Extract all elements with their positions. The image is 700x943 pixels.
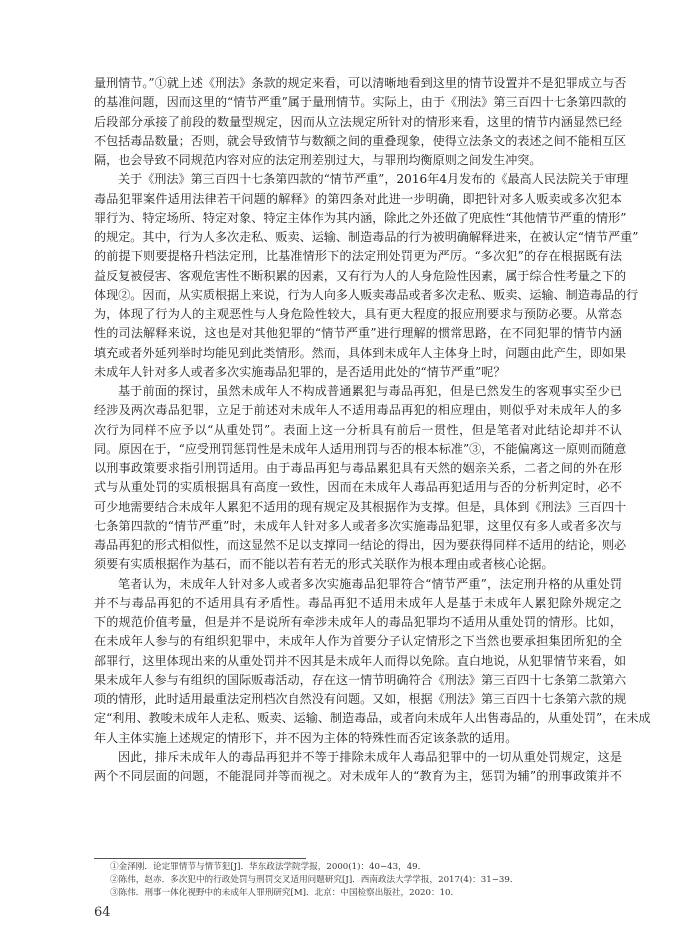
text-line: 后段部分承接了前段的数量型规定，因而从立法规定所针对的情形来看，这里的情节内涵显然已经 bbox=[94, 114, 622, 129]
text-line: 果未成年人参与有组织的国际贩毒活动，存在这一情节明确符合《刑法》第三百四十七条第二款第六 bbox=[94, 672, 627, 687]
footnote: ③陈伟．刑事一体化视野中的未成年人罪刑研究[M]．北京：中国检察出版社，2020：10． bbox=[110, 888, 460, 898]
text-line: 可少地需要结合未成年人累犯不适用的现有规定及其根据作为支撑。但是，具体到《刑法》三百四十 bbox=[94, 499, 627, 514]
text-line: 益反复被侵害、客观危害性不断积累的因素，又有行为人的人身危险性因素，属于综合性考量之下的 bbox=[94, 268, 627, 283]
text-line: 因此，排斥未成年人的毒品再犯并不等于排除未成年人毒品犯罪中的一切从重处罚规定，这是 bbox=[118, 749, 622, 764]
text-line: 两个不同层面的问题，不能混同并等而视之。对未成年人的“教育为主，惩罚为辅”的刑事政策并不 bbox=[94, 769, 622, 783]
text-line: 以刑事政策要求指引刑罚适用。由于毒品再犯与毒品累犯具有天然的姻亲关系，二者之间的外在形 bbox=[94, 461, 622, 475]
text-line: 基于前面的探讨，虽然未成年人不构成普通累犯与毒品再犯，但是已然发生的客观事实至少已 bbox=[118, 384, 622, 398]
text-line: 填充或者外延列举时均能见到此类情形。然而，具体到未成年人主体身上时，问题由此产生，即如果 bbox=[94, 345, 627, 360]
text-line: 笔者认为，未成年人针对多人或者多次实施毒品犯罪符合“情节严重”，法定刑升格的从重处罚 bbox=[118, 576, 622, 591]
text-line: 体现②。因而，从实质根据上来说，行为人向多人贩卖毒品或者多次走私、贩卖、运输、制造毒品的行 bbox=[94, 287, 639, 302]
footnote: ②陈伟，赵赤．多次犯中的行政处罚与刑罚交叉适用问题研究[J]．西南政法大学学报，2017(4)：31−39． bbox=[110, 875, 519, 885]
body-text bbox=[94, 74, 651, 786]
text-line: 的前提下则要提格升档法定刑，比基准情形下的法定刑处罚更为严厉。“多次犯”的存在根据既有法 bbox=[94, 249, 622, 264]
text-line: 在未成年人参与的有组织犯罪中，未成年人作为首要分子认定情形之下当然也要承担集团所犯的全 bbox=[94, 634, 622, 649]
text-line: 关于《刑法》第三百四十七条第四款的“情节严重”，2016年4月发布的《最高人民法院关于审理 bbox=[118, 172, 629, 187]
text-line: 经涉及两次毒品犯罪，立足于前述对未成年人不适用毒品再犯的相应理由，则似乎对未成年人的多 bbox=[94, 403, 622, 418]
text-line: 年人主体实施上述规定的情形下，并不因为主体的特殊性而否定该条款的适用。 bbox=[94, 730, 518, 745]
text-line: 量刑情节。”①就上述《刑法》条款的规定来看，可以清晰地看到这里的情节设置并不是犯罪成立与否 bbox=[94, 76, 627, 90]
text-line: 的基准问题，因而这里的“情节严重”属于量刑情节。实际上，由于《刑法》第三百四十七条第四款的 bbox=[94, 95, 627, 110]
text-line: 性的司法解释来说，这也是对其他犯罪的“情节严重”进行理解的惯常思路，在不同犯罪的情节内涵 bbox=[94, 326, 622, 341]
text-line: 部罪行，这里体现出来的从重处罚并不因其是未成年人而得以免除。直白地说，从犯罪情节来看，如 bbox=[94, 653, 627, 668]
text-line: 未成年人针对多人或者多次实施毒品犯罪的，是否适用此处的“情节严重”呢？ bbox=[94, 364, 506, 379]
footnotes bbox=[110, 861, 610, 900]
text-line: 下的规范价值考量，但是并不是说所有牵涉未成年人的毒品犯罪均不适用从重处罚的情形。比如， bbox=[94, 615, 622, 629]
text-line: 罪行为、特定场所、特定对象、特定主体作为其内涵，除此之外还做了兜底性“其他情节严重的情形” bbox=[94, 210, 627, 225]
text-line: 同。原因在于，“应受刑罚惩罚性是未成年人适用刑罚与否的根本标准”③，不能偏离这一原则而随意 bbox=[94, 441, 627, 456]
text-line: 项的情形，此时适用最重法定刑档次自然没有问题。又如，根据《刑法》第三百四十七条第六款的规 bbox=[94, 692, 627, 706]
text-line: 的规定。其中，行为人多次走私、贩卖、运输、制造毒品的行为被明确解释进来，在被认定“情节严重” bbox=[94, 230, 639, 244]
text-line: 定“利用、教唆未成年人走私、贩卖、运输、制造毒品，或者向未成年人出售毒品的，从重处罚”，在未成 bbox=[94, 711, 651, 726]
text-line: 须要有实质根据作为基石，而不能以若有若无的形式关联作为根本理由或者核心论据。 bbox=[94, 557, 554, 572]
text-line: 次行为同样不应予以“从重处罚”。表面上这一分析具有前后一贯性，但是笔者对此结论却并不认 bbox=[94, 422, 622, 437]
text-line: 式与从重处罚的实质根据具有高度一致性，因而在未成年人毒品再犯适用与否的分析判定时，必不 bbox=[94, 480, 622, 495]
page-number: 64 bbox=[94, 905, 111, 920]
text-line: 不包括毒品数量；否则，就会导致情节与数额之间的重叠现象，使得立法条文的表述之间不能相互区 bbox=[94, 133, 627, 148]
text-line: 毒品犯罪案件适用法律若干问题的解释》的第四条对此进一步明确，即把针对多人贩卖或多次犯本 bbox=[94, 191, 622, 206]
text-line: 为，体现了行为人的主观恶性与人身危险性较大，具有更大程度的报应刑要求与预防必要。从常态 bbox=[94, 307, 622, 321]
text-line: 隔，也会导致不同规范内容对应的法定刑差别过大，与罪刑均衡原则之间发生冲突。 bbox=[94, 153, 542, 167]
text-line: 七条第四款的“情节严重”时，未成年人针对多人或者多次实施毒品犯罪，这里仅有多人或者多次与 bbox=[94, 518, 622, 533]
text-line: 并不与毒品再犯的不适用具有矛盾性。毒品再犯不适用未成年人是基于未成年人累犯除外规定之 bbox=[94, 595, 622, 610]
text-line: 毒品再犯的形式相似性，而这显然不足以支撑同一结论的得出，因为要获得同样不适用的结论，则必 bbox=[94, 538, 627, 552]
footnote: ①金泽刚．论定罪情节与情节犯[J]．华东政法学院学报，2000(1)：40−43，49． bbox=[110, 862, 427, 872]
footnote-divider bbox=[94, 858, 306, 859]
